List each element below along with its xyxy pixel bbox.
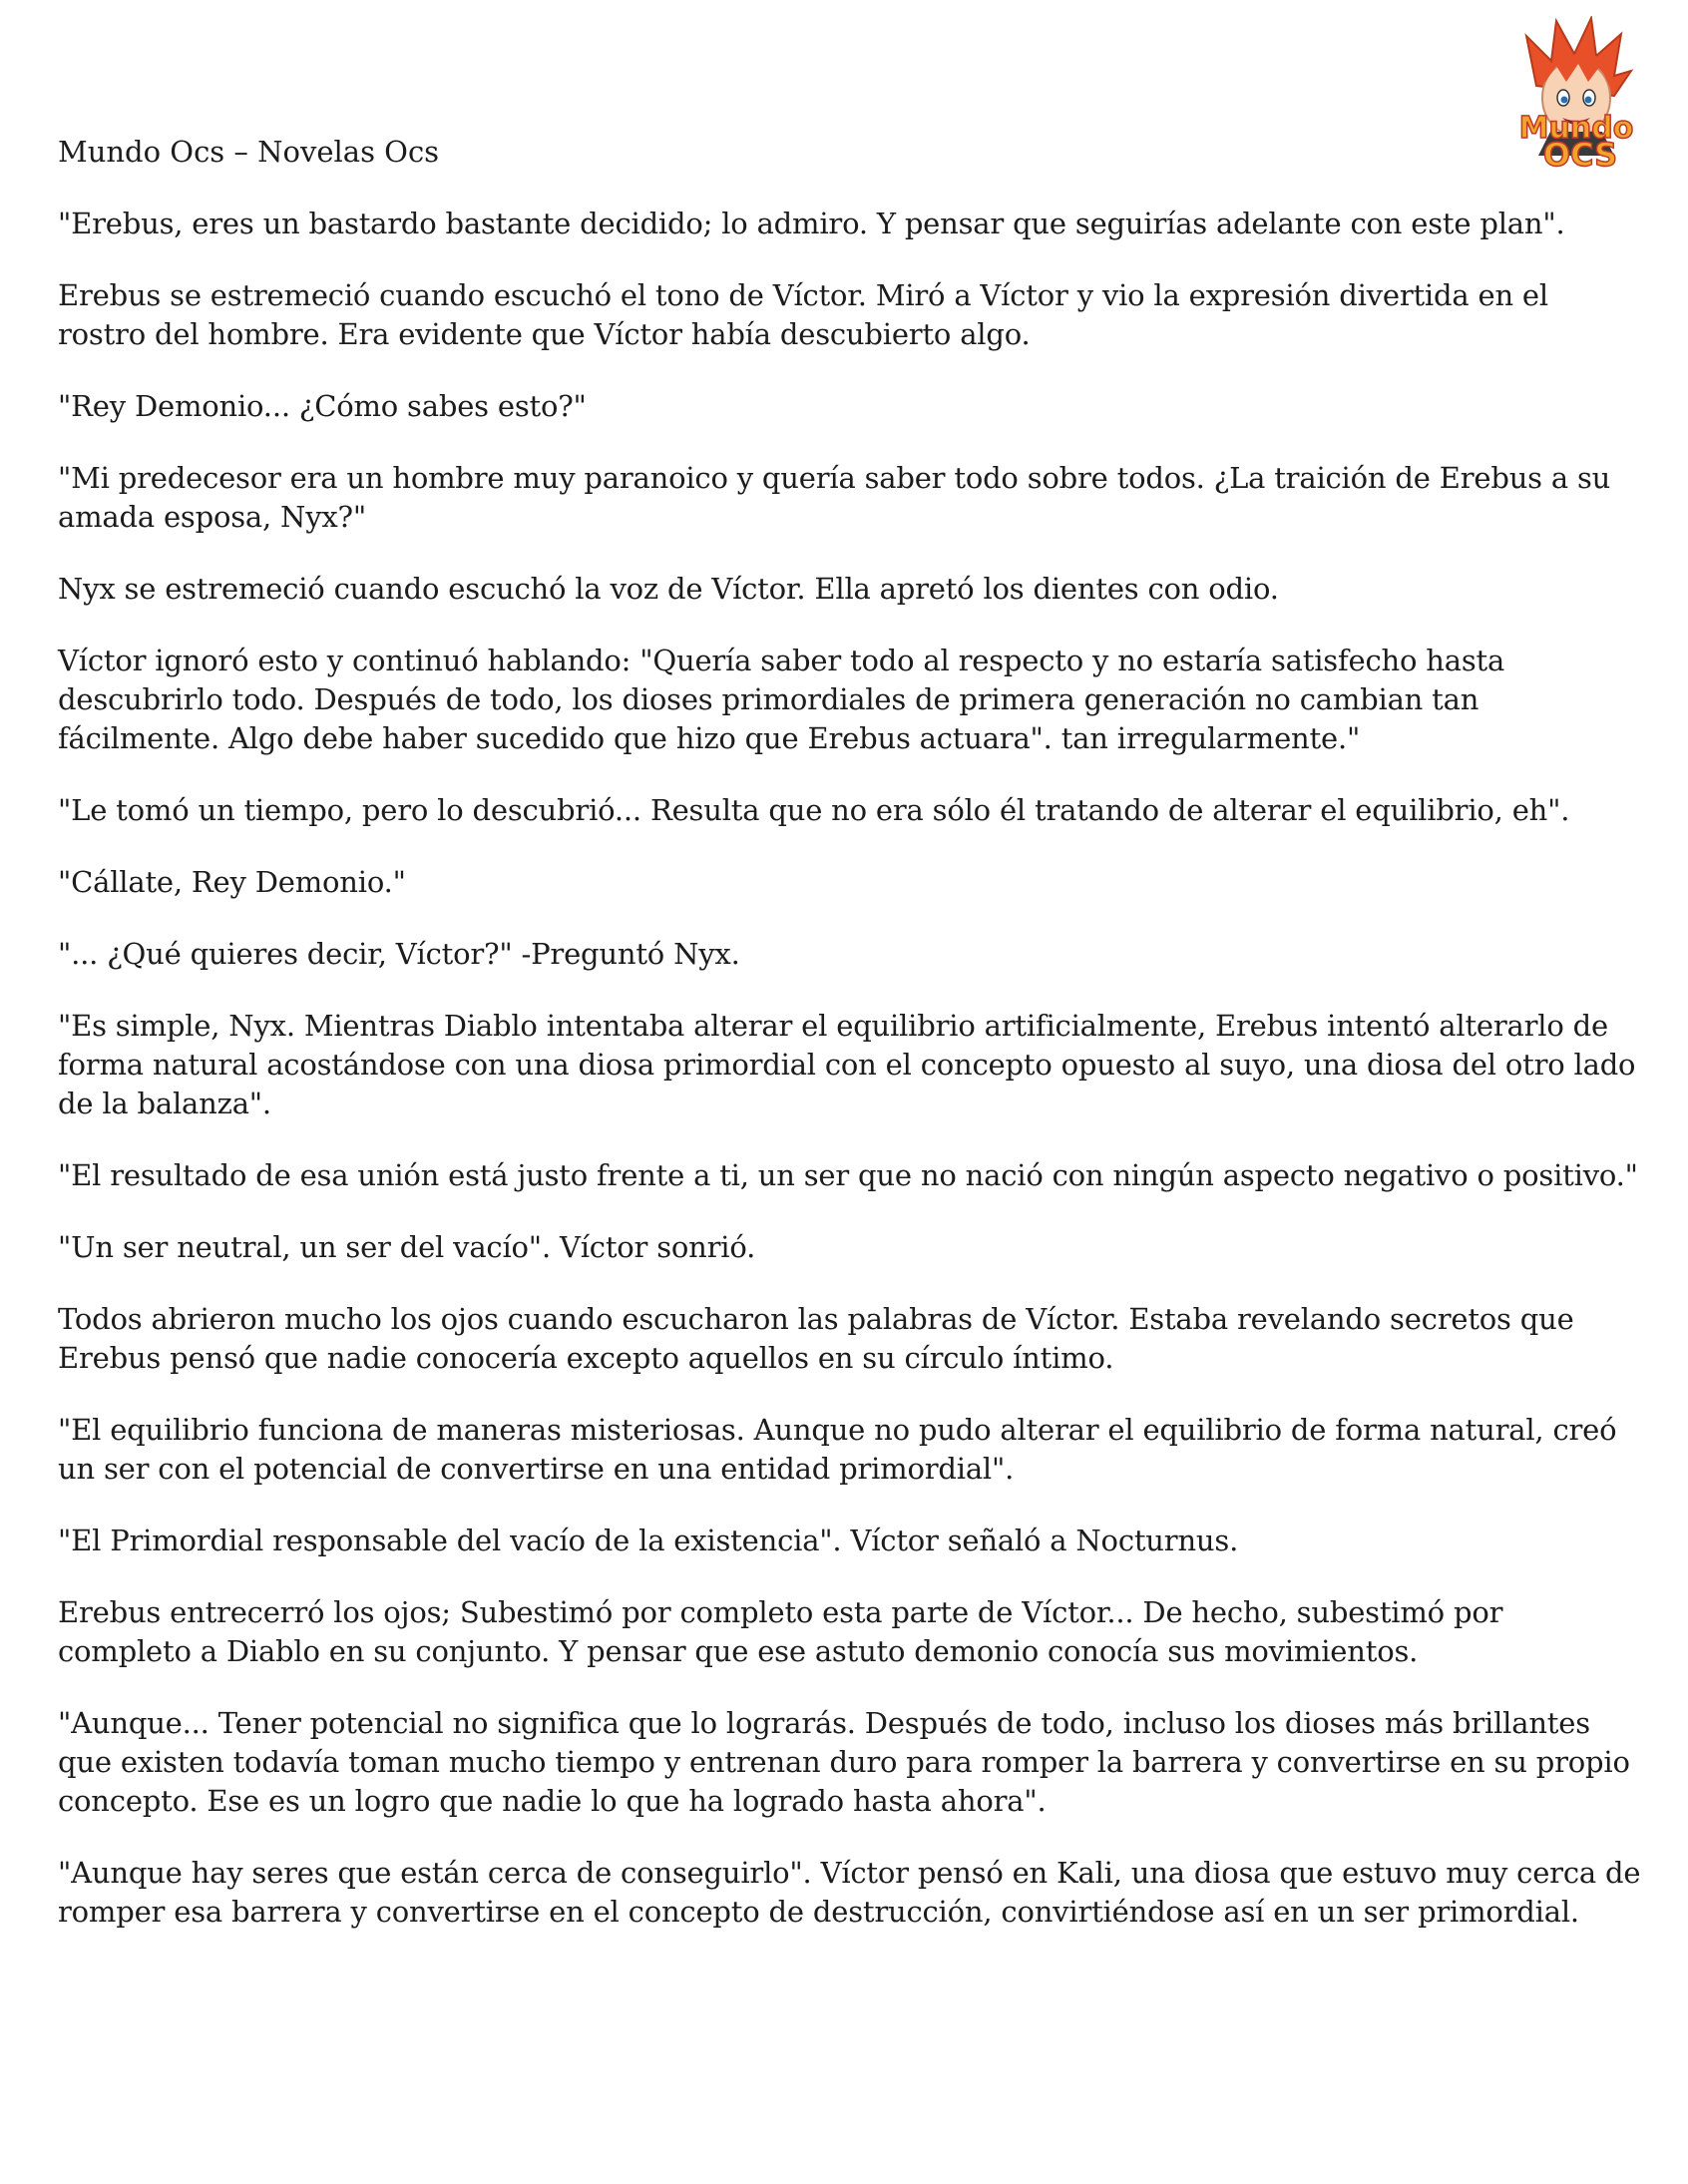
- document-header: Mundo Ocs – Novelas Ocs: [58, 135, 440, 169]
- mundo-ocs-logo: [1496, 16, 1656, 176]
- paragraph: "Un ser neutral, un ser del vacío". Víctor sonrió.: [58, 1230, 756, 1264]
- paragraph: "El resultado de esa unión está justo frente a ti, un ser que no nació con ningún aspecto negativo o positivo.": [58, 1158, 1638, 1192]
- paragraph: Todos abrieron mucho los ojos cuando escucharon las palabras de Víctor. Estaba revelando secretos que Erebus pensó que nadie conocería excepto aquellos en su círculo íntimo.: [58, 1302, 1574, 1375]
- paragraph: "Mi predecesor era un hombre muy paranoico y quería saber todo sobre todos. ¿La traición de Erebus a su amada esposa, Nyx?": [58, 461, 1611, 534]
- paragraph: "Aunque hay seres que están cerca de conseguirlo". Víctor pensó en Kali, una diosa que estuvo muy cerca de romper esa barrera y convertirse en el concepto de destrucción, convirtiéndose así en un ser primordial.: [58, 1856, 1641, 1929]
- logo-text-top: Mundo: [1518, 111, 1634, 146]
- paragraph: "Aunque... Tener potencial no significa que lo lograrás. Después de todo, incluso los dioses más brillantes que existen todavía toman mucho tiempo y entrenan duro para romper la barrera y convertirse en su propio concepto. Ese es un logro que nadie lo que ha logrado hasta ahora".: [58, 1706, 1630, 1818]
- paragraph: "Le tomó un tiempo, pero lo descubrió... Resulta que no era sólo él tratando de alterar el equilibrio, eh".: [58, 793, 1570, 827]
- logo-text-bottom: OCS: [1542, 136, 1618, 174]
- paragraph: "... ¿Qué quieres decir, Víctor?" -Preguntó Nyx.: [58, 937, 740, 971]
- paragraph: "El Primordial responsable del vacío de la existencia". Víctor señaló a Nocturnus.: [58, 1524, 1239, 1557]
- paragraph: "Es simple, Nyx. Mientras Diablo intentaba alterar el equilibrio artificialmente, Erebus intentó alterarlo de forma natural acostándose con una diosa primordial con el concepto opuesto al suyo, una diosa del otro lado de la balanza".: [58, 1009, 1636, 1120]
- paragraph: "Erebus, eres un bastardo bastante decidido; lo admiro. Y pensar que seguirías adelante con este plan".: [58, 207, 1565, 240]
- paragraph: Víctor ignoró esto y continuó hablando: "Quería saber todo al respecto y no estaría satisfecho hasta descubrirlo todo. Después de todo, los dioses primordiales de primera generación no cambian tan fácilmente. Algo debe haber sucedido que hizo que Erebus actuara". tan irregularmente.": [58, 644, 1505, 755]
- paragraph: "Rey Demonio... ¿Cómo sabes esto?": [58, 389, 587, 423]
- paragraph: "El equilibrio funciona de maneras misteriosas. Aunque no pudo alterar el equilibrio de forma natural, creó un ser con el potencial de convertirse en una entidad primordial".: [58, 1413, 1617, 1486]
- document-body: [58, 205, 1644, 1965]
- paragraph: Erebus se estremeció cuando escuchó el tono de Víctor. Miró a Víctor y vio la expresión divertida en el rostro del hombre. Era evidente que Víctor había descubierto algo.: [58, 278, 1548, 351]
- paragraph: "Cállate, Rey Demonio.": [58, 865, 406, 899]
- logo-graphic: [1496, 16, 1656, 176]
- paragraph: Nyx se estremeció cuando escuchó la voz de Víctor. Ella apretó los dientes con odio.: [58, 572, 1279, 606]
- paragraph: Erebus entrecerró los ojos; Subestimó por completo esta parte de Víctor... De hecho, subestimó por completo a Diablo en su conjunto. Y pensar que ese astuto demonio conocía sus movimientos.: [58, 1595, 1503, 1668]
